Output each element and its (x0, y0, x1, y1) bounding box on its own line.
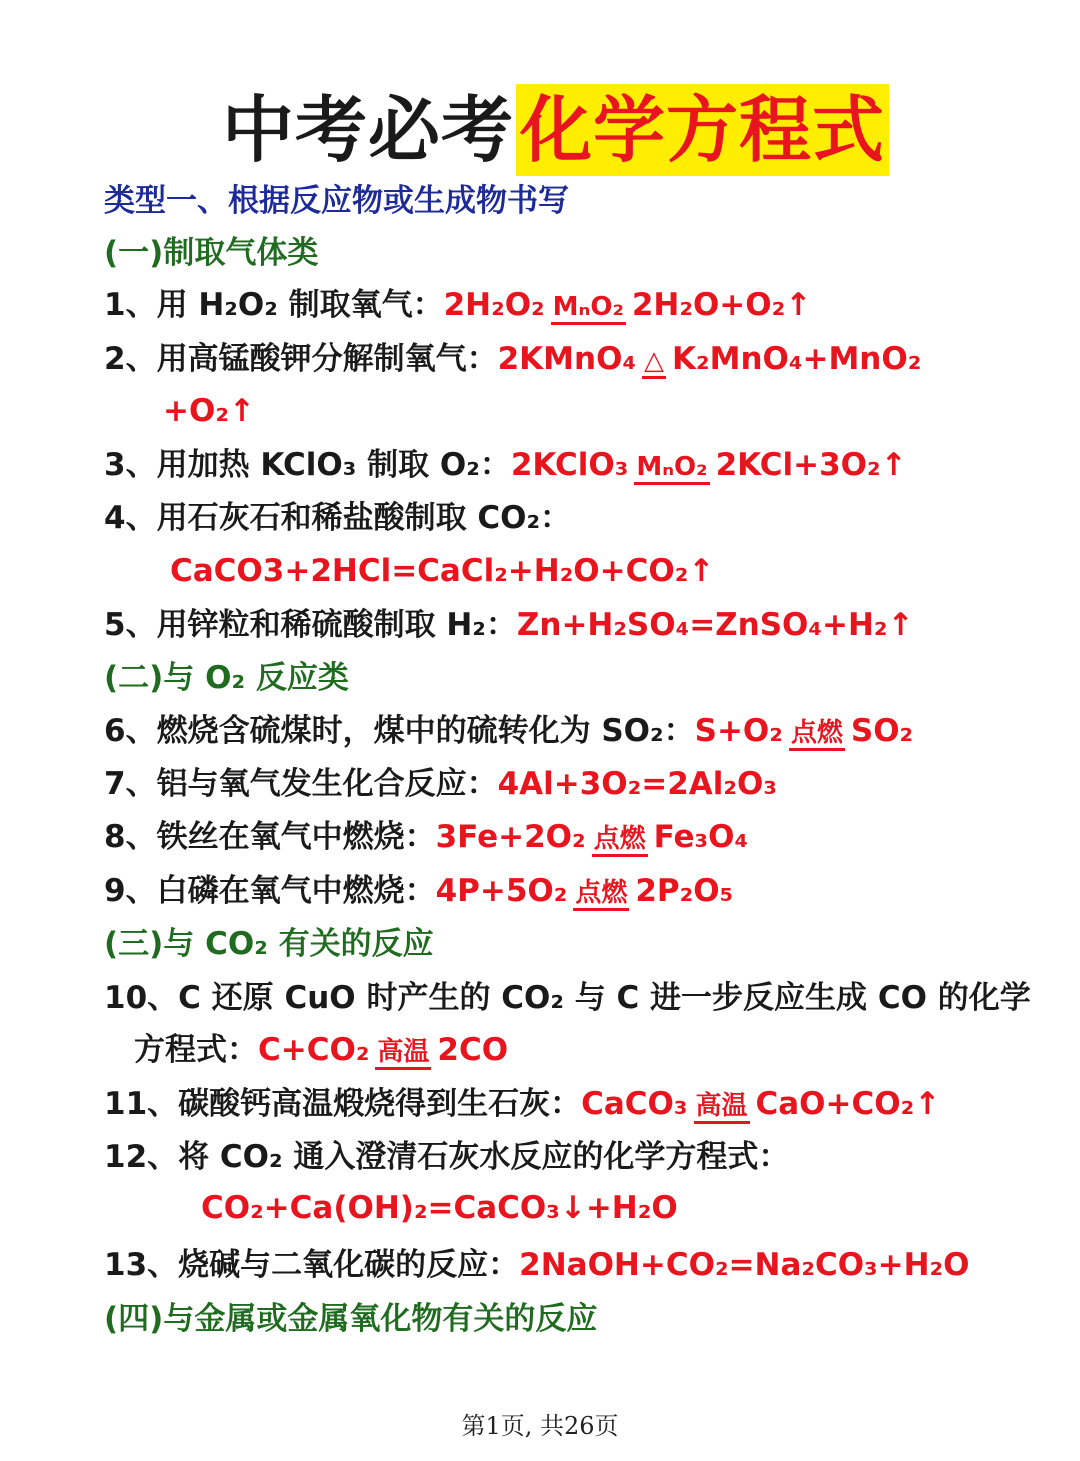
page-number-footer: 第1页, 共26页 (461, 1412, 619, 1440)
item-3-condition: MₙO₂ (634, 452, 709, 485)
title-part-1: 中考必考 (222, 88, 515, 172)
item-11-condition: 高温 (694, 1091, 750, 1124)
item-7 (104, 764, 777, 804)
item-6-question: 6、燃烧含硫煤时，煤中的硫转化为 SO₂： (104, 713, 695, 749)
item-5-question: 5、用锌粒和稀硫酸制取 H₂： (104, 607, 517, 643)
page-title (222, 84, 889, 176)
item-9-condition: 点燃 (573, 878, 629, 911)
item-13-question: 13、烧碱与二氧化碳的反应： (104, 1247, 520, 1283)
item-12 (104, 1137, 789, 1177)
item-4 (104, 498, 571, 538)
item-8-question: 8、铁丝在氧气中燃烧： (104, 819, 436, 855)
item-3-products: 2KCl+3O₂↑ (715, 447, 907, 483)
item-8 (104, 817, 748, 857)
item-4-equation: CaCO3+2HCl=CaCl₂+H₂O+CO₂↑ (170, 553, 715, 589)
item-9 (104, 871, 733, 911)
title-part-2-highlighted: 化学方程式 (516, 84, 889, 176)
item-11 (104, 1084, 940, 1124)
item-10-reactants: C+CO₂ (258, 1032, 370, 1068)
item-2-question: 2、用高锰酸钾分解制氧气： (104, 341, 498, 377)
item-11-reactants: CaCO₃ (581, 1086, 688, 1122)
item-1-products: 2H₂O+O₂↑ (631, 287, 812, 323)
item-2-continuation: +O₂↑ (163, 393, 255, 429)
item-4-question: 4、用石灰石和稀盐酸制取 CO₂： (104, 500, 572, 536)
item-9-question: 9、白磷在氧气中燃烧： (104, 873, 436, 909)
item-1 (104, 285, 811, 325)
item-10-question-cont: 方程式： (134, 1032, 258, 1068)
item-3-reactants: 2KClO₃ (510, 447, 629, 483)
item-6-condition: 点燃 (789, 718, 845, 751)
item-7-equation: 4Al+3O₂=2Al₂O₃ (497, 766, 777, 802)
item-8-products: Fe₃O₄ (653, 819, 749, 855)
item-1-reactants: 2H₂O₂ (443, 287, 545, 323)
item-10-continuation (134, 1030, 508, 1070)
item-7-question: 7、铝与氧气发生化合反应： (104, 766, 498, 802)
item-10-condition: 高温 (375, 1037, 431, 1070)
item-13-equation: 2NaOH+CO₂=Na₂CO₃+H₂O (519, 1247, 970, 1283)
section-heading-3: (三)与 CO₂ 有关的反应 (104, 926, 434, 962)
item-6-reactants: S+O₂ (694, 713, 783, 749)
item-2-reactants: 2KMnO₄ (497, 341, 637, 377)
item-8-reactants: 3Fe+2O₂ (435, 819, 586, 855)
item-10 (104, 978, 1031, 1018)
item-5 (104, 605, 913, 645)
item-13 (104, 1245, 969, 1285)
section-heading-4: (四)与金属或金属氧化物有关的反应 (104, 1301, 598, 1337)
item-6 (104, 711, 913, 751)
item-1-condition: MₙO₂ (551, 292, 626, 325)
item-10-products: 2CO (437, 1032, 509, 1068)
item-3 (104, 445, 907, 485)
item-2-condition: △ (642, 346, 666, 379)
section-heading-2: (二)与 O₂ 反应类 (104, 660, 349, 696)
item-6-products: SO₂ (850, 713, 914, 749)
item-9-products: 2P₂O₅ (635, 873, 734, 909)
item-9-reactants: 4P+5O₂ (435, 873, 568, 909)
item-12-equation: CO₂+Ca(OH)₂=CaCO₃↓+H₂O (201, 1190, 678, 1226)
item-3-question: 3、用加热 KClO₃ 制取 O₂： (104, 447, 511, 483)
item-10-question: 10、C 还原 CuO 时产生的 CO₂ 与 C 进一步反应生成 CO 的化学 (104, 980, 1031, 1016)
item-11-question: 11、碳酸钙高温煅烧得到生石灰： (104, 1086, 582, 1122)
type-heading: 类型一、根据反应物或生成物书写 (104, 183, 569, 219)
section-heading-1: (一)制取气体类 (104, 235, 319, 271)
item-8-condition: 点燃 (592, 824, 648, 857)
item-2-products: K₂MnO₄+MnO₂ (672, 341, 922, 377)
item-12-question: 12、将 CO₂ 通入澄清石灰水反应的化学方程式： (104, 1139, 790, 1175)
item-11-products: CaO+CO₂↑ (755, 1086, 941, 1122)
item-1-question: 1、用 H₂O₂ 制取氧气： (104, 287, 444, 323)
item-5-equation: Zn+H₂SO₄=ZnSO₄+H₂↑ (516, 607, 914, 643)
item-2 (104, 339, 921, 379)
